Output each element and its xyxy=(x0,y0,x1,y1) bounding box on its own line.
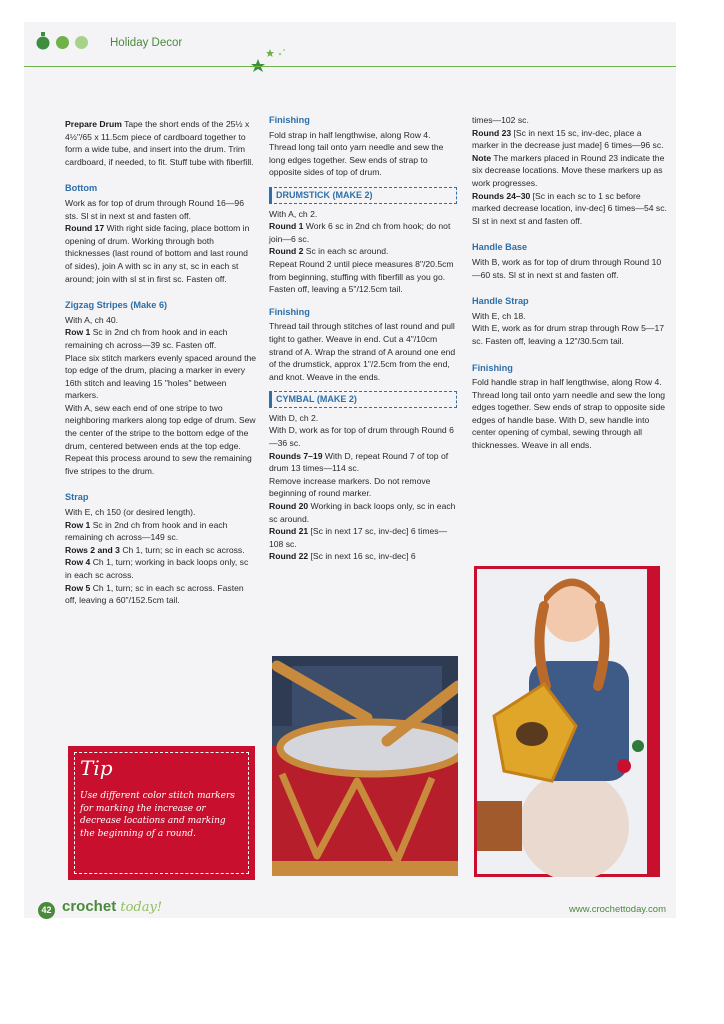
drumstick-round1-text: Work 6 sc in 2nd ch from hook; do not join—6 sc. xyxy=(269,221,451,244)
zigzag-para-1: Place six stitch markers evenly spaced around the top edge of the drum, placing a marker in every 16th stitch and leaving 15 "holes" between markers. xyxy=(65,352,257,401)
handle-strap-heading: Handle Strap xyxy=(472,296,529,307)
girl-cymbal-photo xyxy=(474,566,660,877)
note-label: Note xyxy=(472,152,492,163)
strap-rows23-label: Rows 2 and 3 xyxy=(65,544,120,555)
zigzag-row1-text: Sc in 2nd ch from hook and in each remaining ch across—39 sc. Fasten off. xyxy=(65,327,228,350)
brand-script: today! xyxy=(120,900,163,915)
header-dots xyxy=(36,36,88,50)
ornament-icon xyxy=(36,32,50,50)
handle-strap-text: With E, work as for drum strap through Row 5—17 sc. Fasten off, leaving a 12"/30.5cm tail. xyxy=(472,323,664,346)
round-17-text: With right side facing, place bottom in opening of drum. Working through both thicknesses (last round of bottom and last round of sides), join A with sc in any st, sc in each st around; join with sl st in first sc. Fasten off. xyxy=(65,223,250,284)
column-2 xyxy=(269,114,457,563)
drumstick-round2-label: Round 2 xyxy=(269,246,304,257)
zigzag-heading: Zigzag Stripes (Make 6) xyxy=(65,300,168,311)
round-23-text: [Sc in next 15 sc, inv-dec, place a marker in the decrease just made] 6 times—96 sc. xyxy=(472,127,664,151)
finishing-3-text: Fold handle strap in half lengthwise, along Row 4. Thread long tail onto yarn needle and sew the long edges together. Sew ends of strap to opposite side edges of handle base. With D, sew handle into center opening of cymbal, sewing through all thicknesses. Weave in all ends. xyxy=(472,377,666,451)
column-3 xyxy=(472,114,668,452)
drumstick-start: With A, ch 2. xyxy=(269,208,318,219)
drumstick-round1-label: Round 1 xyxy=(269,221,304,232)
zigzag-start: With A, ch 40. xyxy=(65,314,119,325)
strap-row4-label: Row 4 xyxy=(65,557,91,568)
brand-logo xyxy=(62,898,162,915)
round-23-label: Round 23 xyxy=(472,127,512,138)
handle-base-text: With B, work as for top of drum through Round 10—60 sts. Sl st in next st and fasten off. xyxy=(472,256,662,280)
drumstick-repeat: Repeat Round 2 until piece measures 8"/20.5cm from beginning, stuffing with fiberfill as you go. Fasten off, leaving a 5"/12.5cm tail. xyxy=(269,258,454,295)
cymbal-round22-text: [Sc in next 16 sc, inv-dec] 6 xyxy=(310,551,416,562)
strap-row1-text: Sc in 2nd ch from hook and in each remaining ch across—149 sc. xyxy=(65,519,228,543)
cymbal-start: With D, ch 2. xyxy=(269,412,319,423)
page-number: 42 xyxy=(38,902,55,919)
section-title: Holiday Decor xyxy=(110,37,183,49)
handle-strap-start: With E, ch 18. xyxy=(472,310,526,321)
finishing-1-heading: Finishing xyxy=(269,115,310,125)
finishing-1-text: Fold strap in half lengthwise, along Row 4. Thread long tail onto yarn needle and sew the long edges together. Sew ends of strap to opposite sides of top of drum. xyxy=(269,129,444,178)
tip-box xyxy=(68,746,255,880)
strap-heading: Strap xyxy=(65,492,89,503)
rounds-24-30-label: Rounds 24–30 xyxy=(472,190,531,201)
column-1 xyxy=(65,118,257,607)
round-17-label: Round 17 xyxy=(65,223,105,234)
drum-photo xyxy=(272,656,458,876)
note-text: The markers placed in Round 23 indicate the six decrease locations. Move these markers up as work progresses. xyxy=(472,152,665,188)
brand-main: crochet xyxy=(62,898,117,915)
tip-text: Use different color stitch markers for marking the increase or decrease locations and marking the beginning of a round. xyxy=(80,791,235,839)
strap-row4-text: Ch 1, turn; working in back loops only, sc in each sc across. xyxy=(65,557,249,580)
header-dot xyxy=(56,36,69,49)
girl-illustration xyxy=(474,566,660,877)
col3-continued: times—102 sc. xyxy=(472,115,529,125)
magazine-page xyxy=(24,22,676,918)
strap-row5-text: Ch 1, turn; sc in each sc across. Fasten off, leaving a 60"/152.5cm tail. xyxy=(65,582,244,606)
cymbal-round21-label: Round 21 xyxy=(269,526,309,537)
slst-text: Sl st in next st and fasten off. xyxy=(472,215,583,226)
header-dot xyxy=(75,36,88,49)
header-rule xyxy=(24,66,676,67)
cymbal-round20-text: Working in back loops only, sc in each sc around. xyxy=(269,501,456,524)
strap-rows23-text: Ch 1, turn; sc in each sc across. xyxy=(122,544,245,555)
strap-row5-label: Row 5 xyxy=(65,582,91,593)
zigzag-row1-label: Row 1 xyxy=(65,327,91,338)
handle-base-heading: Handle Base xyxy=(472,242,528,253)
cymbal-rounds7-19-text: With D, repeat Round 7 of top of drum 13 times—114 sc. xyxy=(269,450,449,474)
tip-title: Tip xyxy=(80,756,113,780)
strap-row1-label: Row 1 xyxy=(65,519,91,530)
bottom-heading: Bottom xyxy=(65,183,98,194)
website-url[interactable]: www.crochettoday.com xyxy=(569,904,666,915)
finishing-2-heading: Finishing xyxy=(269,306,310,317)
zigzag-para-2: With A, sew each end of one stripe to two neighboring markers along top edge of drum. Sew the center of the stripe to the bottom edge of the drum, centered between ends at the top edge. Repeat this process around to sew the remaining five stripes to the drum. xyxy=(65,402,256,476)
prepare-drum-text: Tape the short ends of the 25½ x 4½"/65 x 11.5cm piece of cardboard together to form a wide tube, and insert into the drum. Trim cardboard, if needed, to fit. Stuff tube with fiberfill. xyxy=(65,119,254,167)
cymbal-round21-text: [Sc in next 17 sc, inv-dec] 6 times—108 sc. xyxy=(269,526,448,549)
finishing-2-text: Thread tail through stitches of last round and pull tight to gather. Weave in end. Cut a 4"/10cm strand of A. Wrap the strand of A around one end of the drumstick, approx 1"/2.5cm from the end, and knot. Weave in the ends. xyxy=(269,321,456,382)
strap-start: With E, ch 150 (or desired length). xyxy=(65,507,196,518)
finishing-3-heading: Finishing xyxy=(472,362,513,373)
cymbal-round20-label: Round 20 xyxy=(269,501,309,512)
cymbal-label: CYMBAL (MAKE 2) xyxy=(269,391,457,408)
stars-icon xyxy=(250,46,290,76)
cymbal-round22-label: Round 22 xyxy=(269,551,309,562)
cymbal-para-1: With D, work as for top of drum through Round 6—36 sc. xyxy=(269,425,454,449)
bottom-text: Work as for top of drum through Round 16—96 sts. Sl st in next st and fasten off. xyxy=(65,197,244,221)
drumstick-round2-text: Sc in each sc around. xyxy=(305,246,389,257)
rounds-24-30-text: [Sc in each sc to 1 sc before marked decrease location, inv-dec] 6 times—54 sc. xyxy=(472,190,667,214)
drumstick-label: DRUMSTICK (MAKE 2) xyxy=(269,187,457,204)
drum-illustration xyxy=(272,656,458,876)
prepare-drum-label: Prepare Drum xyxy=(65,119,122,129)
cymbal-rounds7-19-label: Rounds 7–19 xyxy=(269,450,323,461)
cymbal-remove: Remove increase markers. Do not remove beginning of round marker. xyxy=(269,475,431,499)
